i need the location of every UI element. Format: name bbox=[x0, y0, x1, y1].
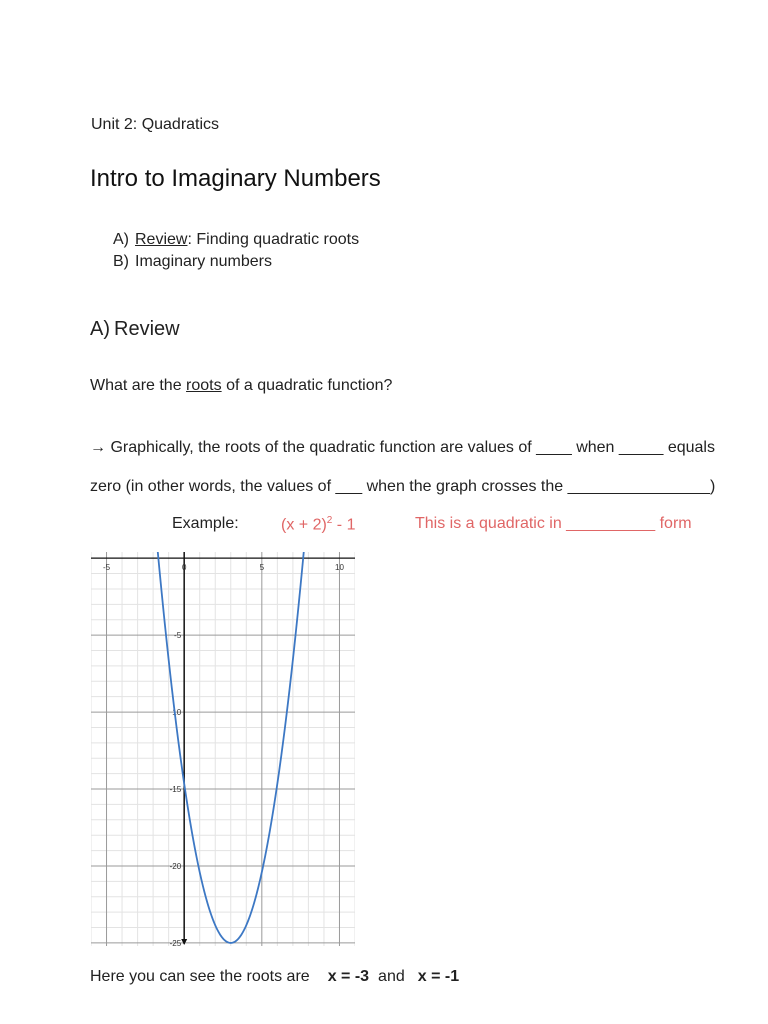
section-letter: A) bbox=[90, 318, 110, 340]
outline-item-a bbox=[113, 229, 359, 251]
page-title: Intro to Imaginary Numbers bbox=[90, 165, 381, 192]
example-expression bbox=[281, 515, 355, 534]
y-tick-label: -5 bbox=[174, 631, 182, 641]
root-1: x = -3 bbox=[327, 968, 370, 985]
y-tick-label: 10 bbox=[172, 708, 182, 718]
y-tick-label: -15 bbox=[169, 785, 182, 795]
example-note: This is a quadratic in __________ form bbox=[415, 515, 692, 532]
question-before: What are the bbox=[90, 377, 187, 394]
outline-letter: B) bbox=[113, 253, 129, 270]
conclusion-and: and bbox=[378, 968, 405, 985]
section-heading bbox=[90, 318, 180, 341]
root-2: x = -1 bbox=[417, 968, 460, 985]
y-tick-label: -20 bbox=[169, 861, 182, 871]
outline-item-b bbox=[113, 251, 359, 273]
question-text bbox=[90, 377, 392, 395]
y-axis-arrow bbox=[181, 939, 187, 945]
expr-constant: - 1 bbox=[332, 516, 356, 534]
parabola-graph bbox=[91, 552, 355, 946]
unit-label: Unit 2: Quadratics bbox=[91, 116, 220, 133]
conclusion-text: Here you can see the roots are bbox=[90, 968, 310, 985]
outline-letter: A) bbox=[113, 231, 129, 248]
roots-link[interactable]: roots bbox=[186, 377, 222, 394]
paragraph-line-1: → Graphically, the roots of the quadratic function are values of ____ when _____ equals bbox=[90, 439, 715, 456]
question-after: of a quadratic function? bbox=[221, 377, 393, 394]
x-tick-label: 10 bbox=[335, 563, 344, 573]
expr-base: (x + 2) bbox=[281, 516, 327, 534]
outline-text: : Finding quadratic roots bbox=[187, 231, 360, 248]
x-tick-label: -5 bbox=[102, 563, 111, 573]
outline-text: Imaginary numbers bbox=[135, 253, 272, 270]
expr-exponent: 2 bbox=[326, 515, 333, 526]
paragraph-line-2: zero (in other words, the values of ___ when the graph crosses the ________________) bbox=[90, 478, 716, 495]
example-label: Example: bbox=[172, 515, 239, 532]
x-tick-label: 5 bbox=[259, 563, 265, 573]
review-link[interactable]: Review bbox=[135, 231, 188, 248]
y-tick-label: -25 bbox=[169, 938, 182, 946]
outline-list bbox=[113, 229, 359, 273]
x-tick-label: 0 bbox=[181, 563, 187, 573]
conclusion bbox=[90, 968, 459, 986]
section-title: Review bbox=[114, 318, 180, 340]
